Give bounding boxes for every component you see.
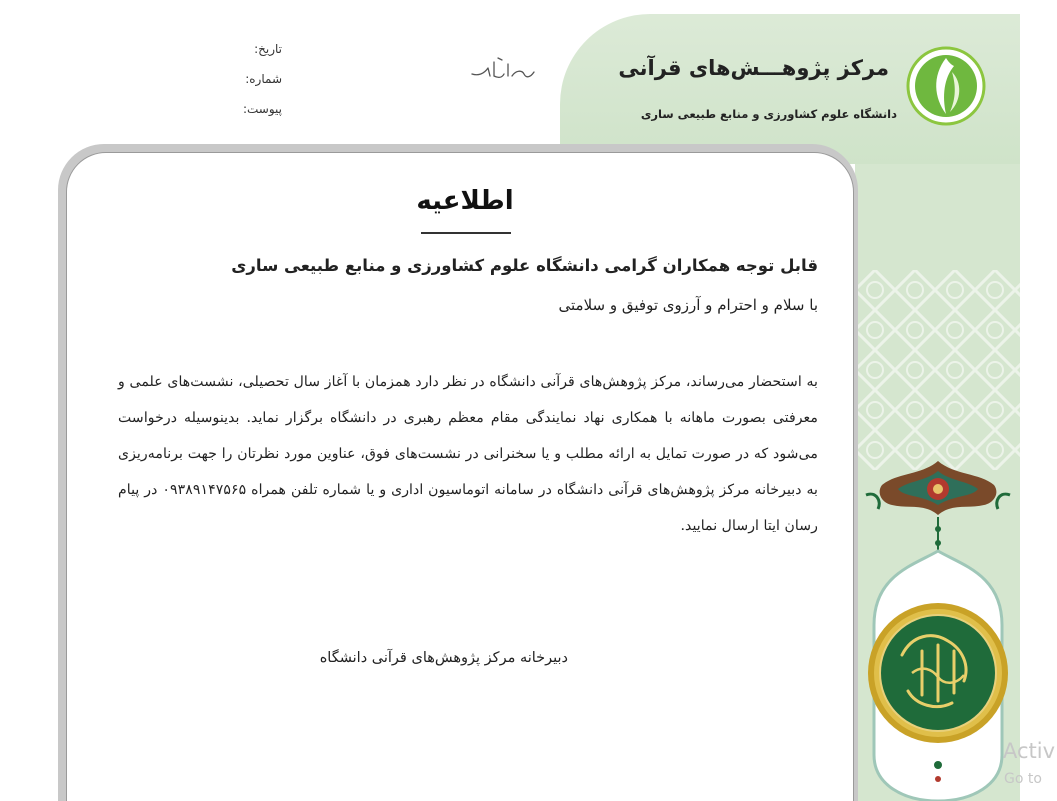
date-label: تاریخ:	[254, 42, 282, 56]
activation-watermark-title: Activ	[1003, 739, 1056, 763]
letter-greeting: با سلام و احترام و آرزوی توفیق و سلامتی	[558, 296, 818, 314]
quran-ornament-icon	[852, 455, 1024, 801]
attachment-label: پیوست:	[242, 102, 282, 116]
number-label: شماره:	[245, 72, 282, 86]
org-logo-icon	[906, 46, 986, 126]
org-subtitle: دانشگاه علوم کشاورزی و منابع طبیعی ساری	[640, 107, 897, 121]
heading-underline	[421, 232, 511, 234]
org-title: مرکز پژوهـــش‌های قرآنی	[618, 56, 889, 80]
page-right-margin	[1020, 14, 1057, 801]
letter-signature: دبیرخانه مرکز پژوهش‌های قرآنی دانشگاه	[319, 650, 568, 666]
letter-addressee: قابل توجه همکاران گرامی دانشگاه علوم کشاورزی و منابع طبیعی ساری	[231, 256, 818, 275]
bismillah-calligraphy	[468, 54, 538, 84]
letter-heading: اطلاعیه	[416, 186, 514, 216]
letter-body: به استحضار می‌رساند، مرکز پژوهش‌های قرآنی دانشگاه در نظر دارد همزمان با آغاز سال تحصیلی، نشست‌های علمی و معرفتی بصورت ماهانه با همکاری نهاد نمایندگی مقام معظم رهبری در دانشگاه برگزار نماید. بدینوسیله درخواست می‌شود که در صورت تمایل به ارائه مطلب و یا سخنرانی در نشست‌های فوق، عناوین مورد نظرتان را جهت برنامه‌ریزی به دبیرخانه مرکز پژوهش‌های قرآنی دانشگاه در سامانه اتوماسیون اداری و یا شماره تلفن همراه ۰۹۳۸۹۱۴۷۵۶۵ در پیام رسان ایتا ارسال نمایید.	[118, 374, 819, 534]
activation-watermark-sub: Go to	[1004, 771, 1042, 787]
geometric-pattern	[855, 270, 1021, 470]
